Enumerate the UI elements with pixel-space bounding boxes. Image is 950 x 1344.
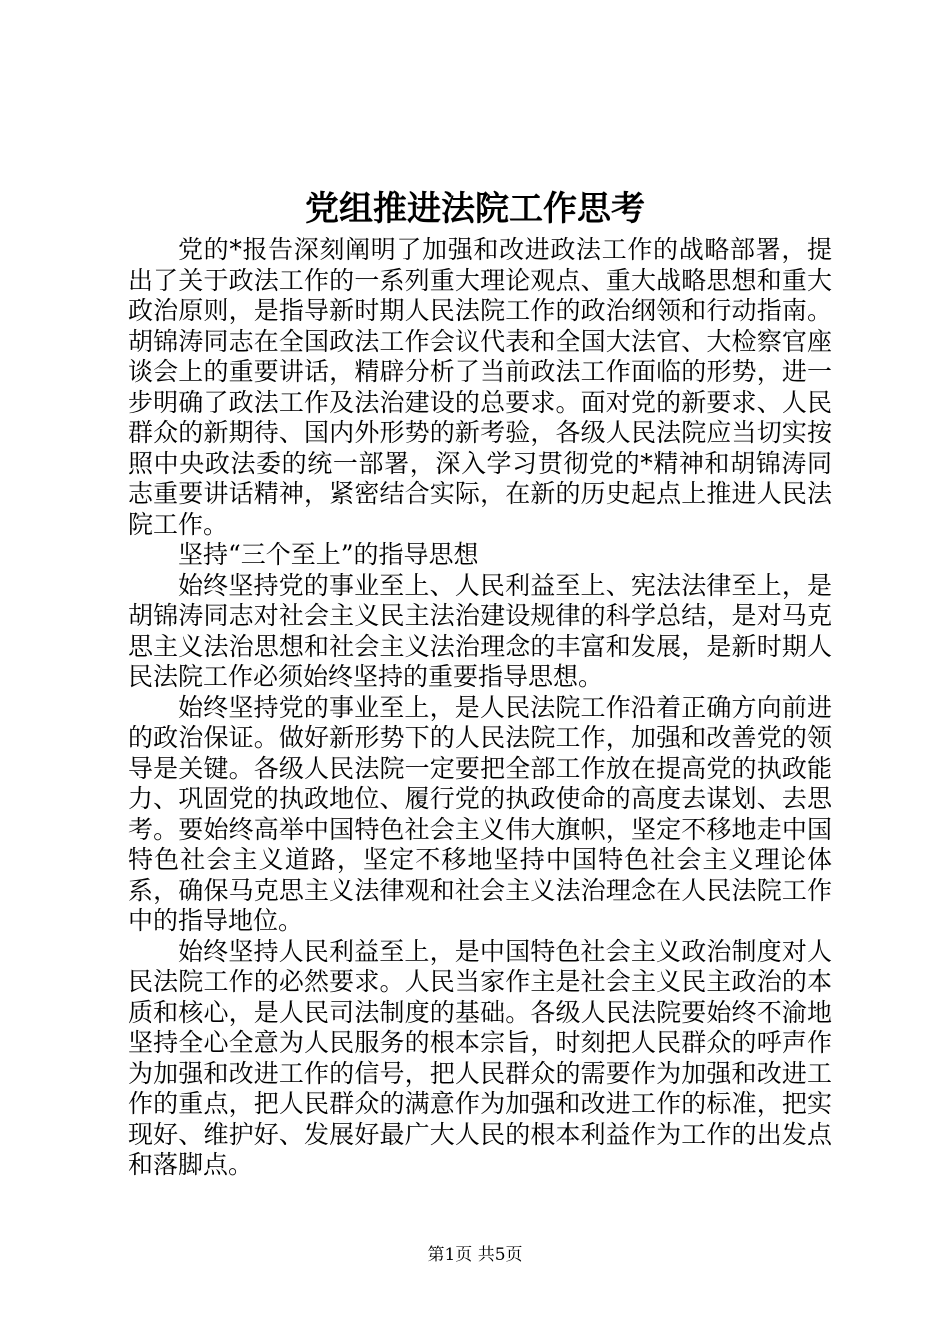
paragraph-people-interest: 始终坚持人民利益至上，是中国特色社会主义政治制度对人民法院工作的必然要求。人民当家作主是社会主义民主政治的本质和核心，是人民司法制度的基础。各级人民法院要始终不渝地坚持全心全意为人民服务的根本宗旨，时刻把人民群众的呼声作为加强和改进工作的信号，把人民群众的需要作为加强和改进工作的重点，把人民群众的满意作为加强和改进工作的标准，把实现好、维护好、发展好最广大人民的根本利益作为工作的出发点和落脚点。 [128,936,832,1179]
document-body [128,235,832,1181]
paragraph-party-cause: 始终坚持党的事业至上，是人民法院工作沿着正确方向前进的政治保证。做好新形势下的人民法院工作，加强和改善党的领导是关键。各级人民法院一定要把全部工作放在提高党的执政能力、巩固党的执政地位、履行党的执政使命的高度去谋划、去思考。要始终高举中国特色社会主义伟大旗帜，坚定不移地走中国特色社会主义道路，坚定不移地坚持中国特色社会主义理论体系，确保马克思主义法律观和社会主义法治理念在人民法院工作中的指导地位。 [128,692,832,935]
section-heading: 坚持“三个至上”的指导思想 [178,540,479,569]
document-title: 党组推进法院工作思考 [305,189,645,229]
paragraph-intro: 党的*报告深刻阐明了加强和改进政法工作的战略部署，提出了关于政法工作的一系列重大理论观点、重大战略思想和重大政治原则，是指导新时期人民法院工作的政治纲领和行动指南。胡锦涛同志在全国政法工作会议代表和全国大法官、大检察官座谈会上的重要讲话，精辟分析了当前政法工作面临的形势，进一步明确了政法工作及法治建设的总要求。面对党的新要求、人民群众的新期待、国内外形势的新考验，各级人民法院应当切实按照中央政法委的统一部署，深入学习贯彻党的*精神和胡锦涛同志重要讲话精神，紧密结合实际，在新的历史起点上推进人民法院工作。 [128,235,832,539]
paragraph-three-supremes: 始终坚持党的事业至上、人民利益至上、宪法法律至上，是胡锦涛同志对社会主义民主法治建设规律的科学总结，是对马克思主义法治思想和社会主义法治理念的丰富和发展，是新时期人民法院工作必须始终坚持的重要指导思想。 [128,570,832,691]
page-number-footer: 第1页 共5页 [427,1245,523,1265]
